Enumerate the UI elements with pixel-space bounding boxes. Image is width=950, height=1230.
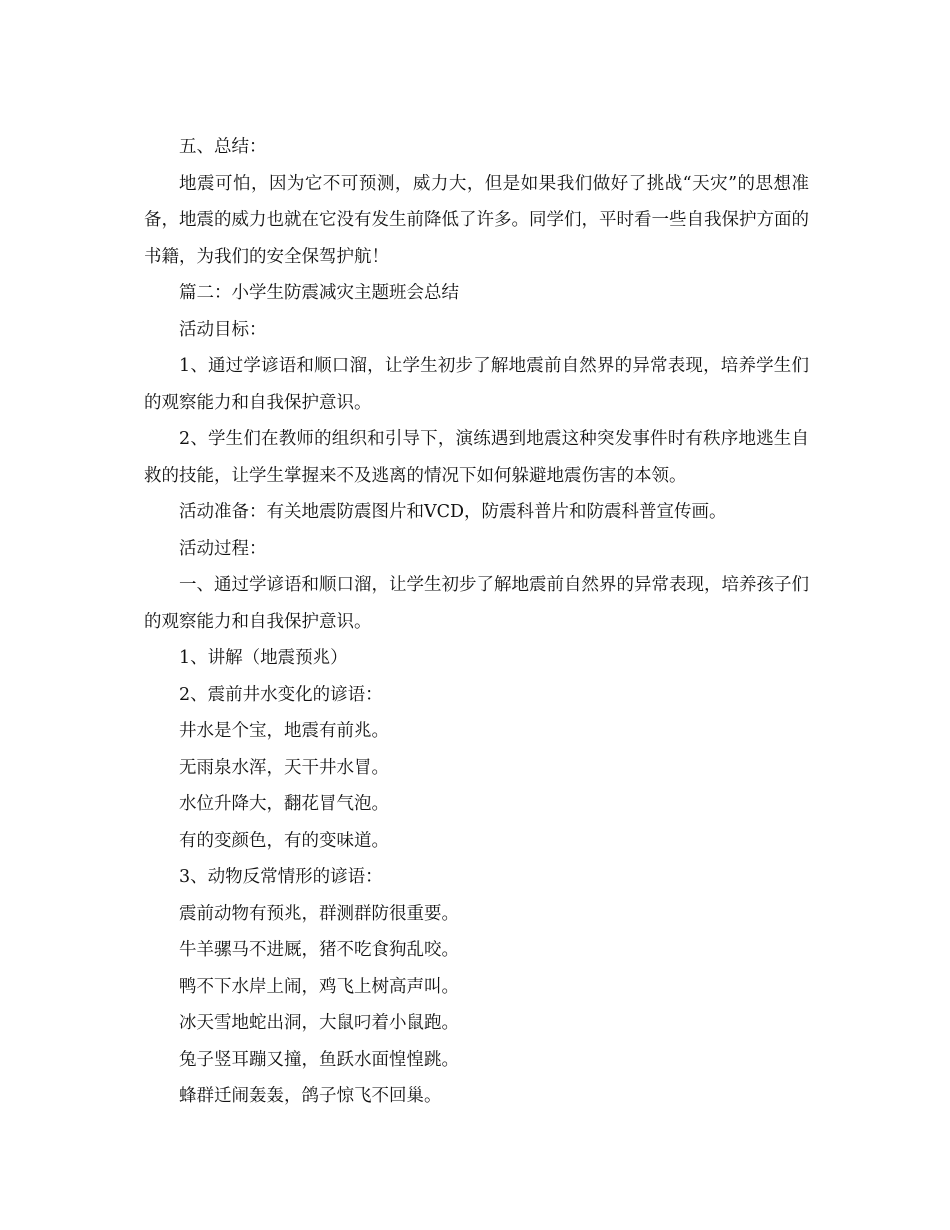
list-item: 1、讲解（地震预兆） [179, 648, 348, 668]
goal-paragraph: 2、学生们在教师的组织和引导下，演练遇到地震这种突发事件时有秩序地逃生自救的技能，让学生掌握来不及逃离的情况下如何躲避地震伤害的本领。 [144, 429, 809, 486]
proverb-line: 冰天雪地蛇出洞，大鼠叼着小鼠跑。 [179, 1013, 459, 1033]
section-heading: 活动过程： [179, 538, 267, 559]
list-item: 3、动物反常情形的谚语： [179, 867, 383, 887]
proverb-line: 鸭不下水岸上闹，鸡飞上树高声叫。 [179, 976, 459, 997]
proverb-line: 震前动物有预兆，群测群防很重要。 [179, 903, 459, 924]
goal-paragraph: 1、通过学谚语和顺口溜，让学生初步了解地震前自然界的异常表现，培养学生们的观察能力和自我保护意识。 [144, 356, 809, 413]
preparation-paragraph: 活动准备：有关地震防震图片和VCD，防震科普片和防震科普宣传画。 [179, 502, 727, 522]
proverb-line: 牛羊骡马不进厩，猪不吃食狗乱咬。 [179, 940, 459, 960]
proverb-line: 兔子竖耳蹦又撞，鱼跃水面惶惶跳。 [179, 1049, 459, 1070]
article-title: 篇二：小学生防震减灾主题班会总结 [179, 283, 459, 303]
section-heading: 活动目标： [179, 319, 267, 340]
process-paragraph: 一、通过学谚语和顺口溜，让学生初步了解地震前自然界的异常表现，培养孩子们的观察能力和自我保护意识。 [144, 575, 809, 632]
proverb-line: 井水是个宝，地震有前兆。 [179, 721, 389, 741]
list-item: 2、震前井水变化的谚语： [179, 684, 383, 705]
summary-paragraph: 地震可怕，因为它不可预测，威力大，但是如果我们做好了挑战“天灾”的思想准备，地震的威力也就在它没有发生前降低了许多。同学们，平时看一些自我保护方面的书籍，为我们的安全保驾护航！ [144, 173, 809, 267]
proverb-line: 水位升降大，翻花冒气泡。 [179, 794, 389, 814]
proverb-line: 无雨泉水浑，天干井水冒。 [179, 757, 389, 778]
section-heading: 五、总结： [179, 137, 267, 157]
proverb-line: 有的变颜色，有的变味道。 [179, 830, 389, 851]
document-body [144, 129, 809, 1115]
proverb-line: 蜂群迁闹轰轰，鸽子惊飞不回巢。 [179, 1086, 442, 1106]
